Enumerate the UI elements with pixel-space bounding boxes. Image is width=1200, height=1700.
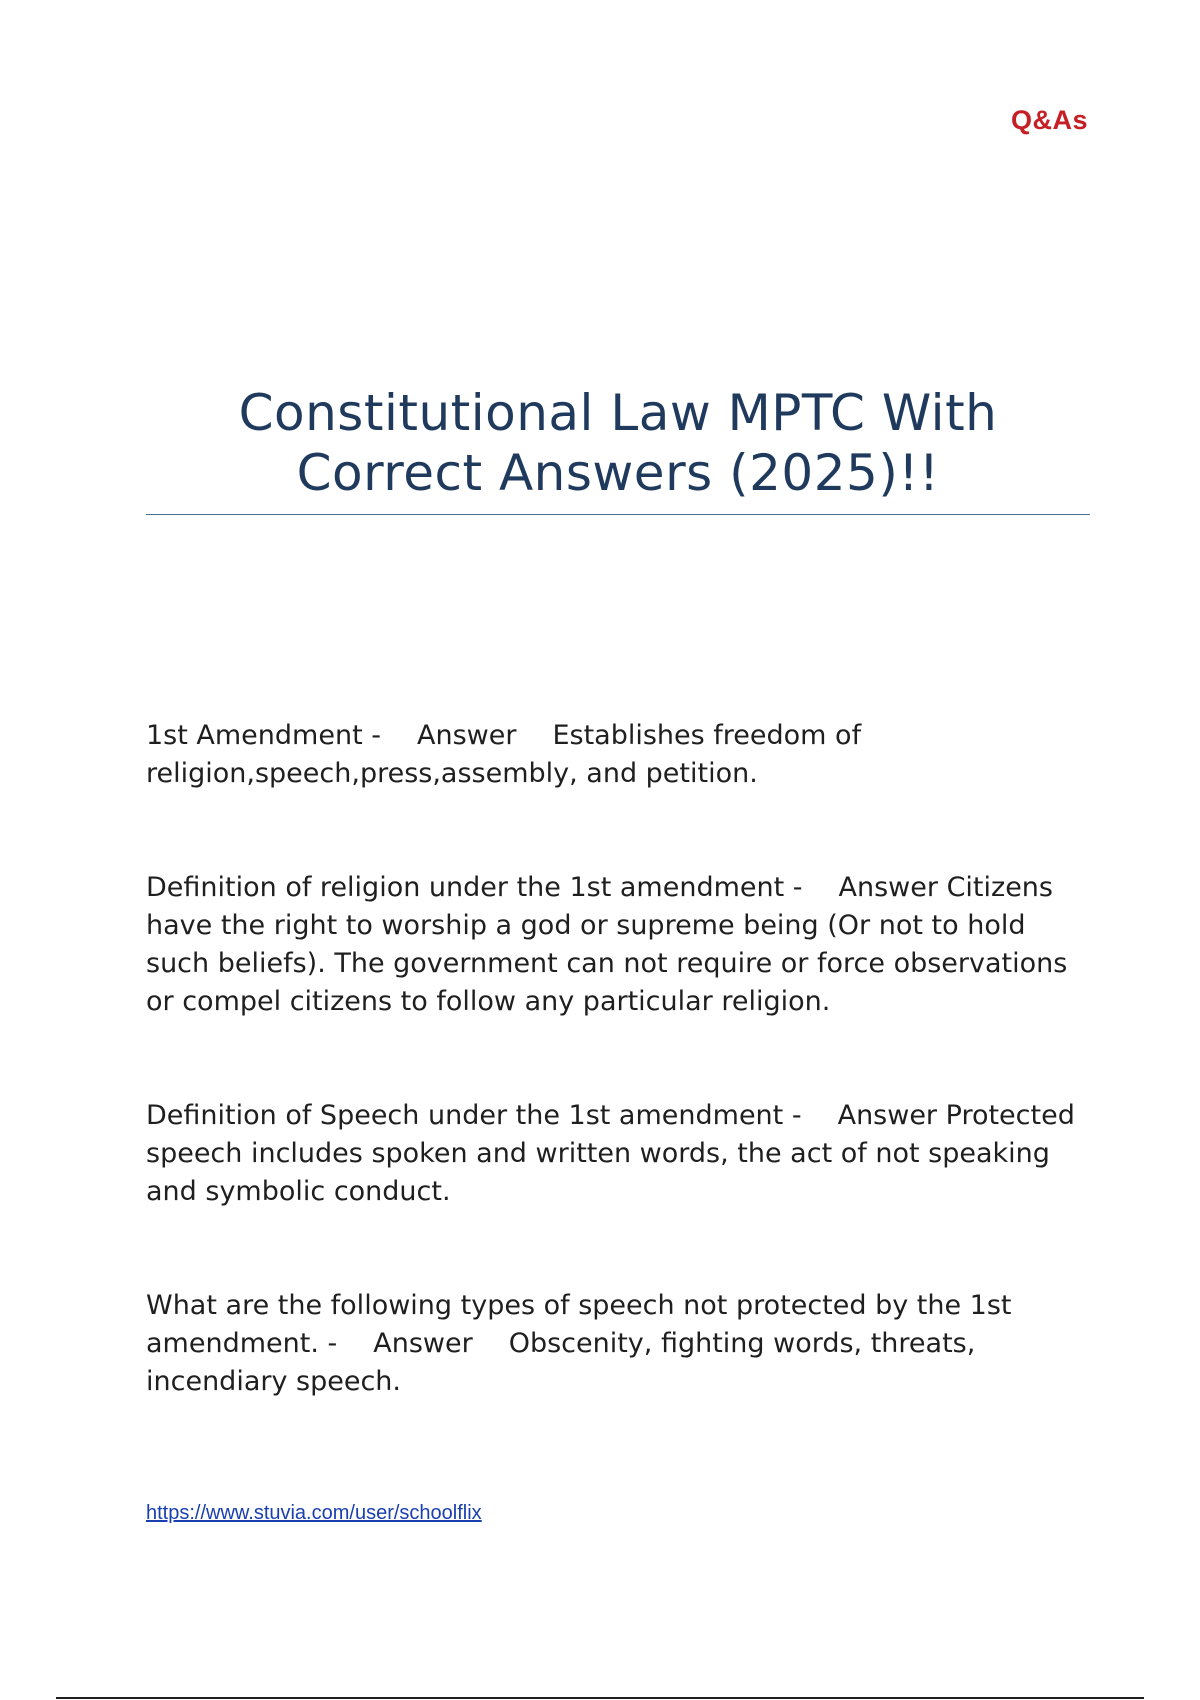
source-link[interactable]: https://www.stuvia.com/user/schoolflix	[146, 1502, 482, 1524]
qa-answer-label: Answer	[838, 872, 938, 903]
document-title: Constitutional Law MPTC With Correct Answers (2025)!!	[238, 384, 998, 502]
qa-item	[146, 1097, 1090, 1211]
qa-answer: Obscenity, fighting words, threats, incendiary speech.	[146, 1328, 984, 1397]
title-block	[146, 383, 1090, 503]
footer-divider	[56, 1697, 1144, 1699]
qa-item	[146, 1287, 1090, 1401]
qa-answer-label: Answer	[416, 720, 517, 751]
qa-answer-label: Answer	[837, 1100, 938, 1131]
qa-header-tag: Q&As	[1010, 105, 1088, 135]
qa-answer: Establishes freedom of religion,speech,press,assembly, and petition.	[146, 720, 870, 789]
qa-question: What are the following types of speech not protected by the 1st amendment. -	[146, 1290, 1021, 1359]
qa-answer: Protected speech includes spoken and written words, the act of not speaking and symbolic conduct.	[146, 1100, 1084, 1207]
title-divider	[146, 514, 1090, 515]
qa-answer: Citizens have the right to worship a god or supreme being (Or not to hold such beliefs). The government can not require or force observations or compel citizens to follow any particular religion.	[146, 872, 1076, 1017]
qa-answer-label: Answer	[373, 1328, 473, 1359]
qa-question: Definition of religion under the 1st amendment -	[146, 872, 803, 903]
qa-question: Definition of Speech under the 1st amendment -	[146, 1100, 802, 1131]
qa-question: 1st Amendment -	[146, 720, 381, 751]
qa-item	[146, 869, 1090, 1021]
qa-list	[146, 717, 1090, 1401]
qa-item	[146, 717, 1090, 793]
